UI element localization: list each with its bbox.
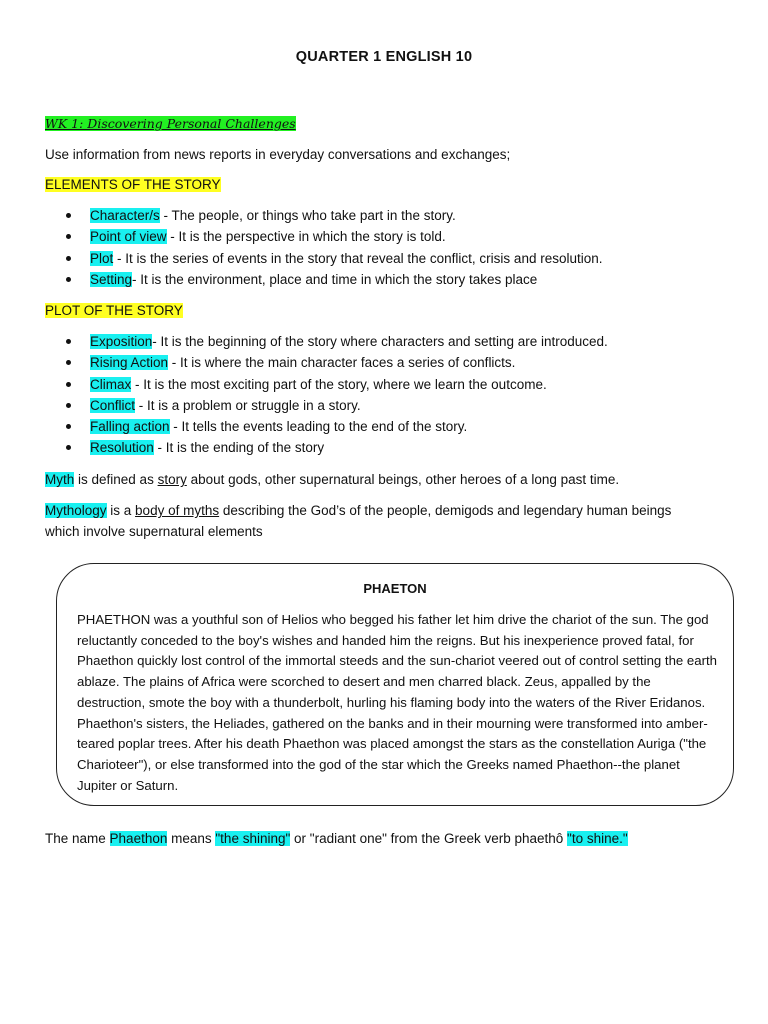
text: is defined as — [74, 472, 158, 487]
separator: - — [153, 440, 166, 456]
term: Climax — [90, 376, 132, 392]
definition: The people, or things who take part in the story. — [171, 208, 456, 223]
term: Exposition — [90, 334, 153, 349]
separator: - — [159, 208, 172, 223]
definition: It tells the events leading to the end of the story. — [181, 419, 468, 435]
list-item — [62, 227, 603, 248]
text: means — [167, 831, 216, 846]
separator: - — [169, 419, 182, 435]
term: Myth — [45, 472, 75, 487]
name-meaning — [45, 829, 628, 848]
definition: It is a problem or struggle in a story. — [147, 397, 361, 413]
definition: It is the most exciting part of the story, where we learn the outcome. — [143, 376, 547, 392]
week-heading — [45, 114, 296, 133]
separator: - — [166, 229, 179, 245]
list-item — [62, 396, 608, 417]
separator: - — [131, 376, 144, 392]
page-title: QUARTER 1 ENGLISH 10 — [295, 49, 473, 65]
text: describing the God’s of the people, demigods and legendary human beings — [219, 503, 672, 518]
week-heading-text: WK 1: Discovering Personal Challenges — [45, 116, 296, 131]
text: about gods, other supernatural beings, other heroes of a long past time. — [186, 472, 620, 487]
story-title: PHAETON — [363, 581, 427, 596]
separator: - — [168, 355, 181, 371]
list-item — [62, 270, 603, 291]
definition: It is the ending of the story — [165, 440, 325, 456]
quoted-term: "the shining" — [215, 831, 291, 846]
term: Character/s — [90, 208, 160, 223]
list-item — [62, 353, 608, 374]
underlined-text: body of myths — [135, 503, 220, 518]
term: Phaethon — [109, 831, 168, 846]
elements-heading-text: ELEMENTS OF THE STORY — [45, 177, 221, 192]
separator: - — [152, 334, 161, 349]
mythology-definition — [45, 501, 671, 520]
underlined-text: story — [157, 472, 187, 487]
definition: It is the beginning of the story where characters and setting are introduced. — [160, 334, 608, 349]
mythology-definition-cont: which involve supernatural elements — [45, 524, 263, 539]
myth-definition — [45, 470, 619, 489]
term: Plot — [90, 250, 114, 266]
list-item — [62, 249, 603, 270]
term: Point of view — [90, 229, 167, 245]
elements-heading — [45, 175, 221, 194]
list-item — [62, 417, 608, 438]
definition: It is the perspective in which the story is told. — [178, 229, 446, 245]
definition: It is where the main character faces a series of conflicts. — [180, 355, 516, 371]
definition: It is the environment, place and time in which the story takes place — [140, 271, 538, 287]
story-text: PHAETHON was a youthful son of Helios who begged his father let him drive the chariot of the sun. The god reluctantly conceded to the boy's wishes and handed him the reigns. But his inexperience proved fatal, for Phaethon quickly lost control of the immortal steeds and the sun-chariot veered out of control setting the earth ablaze. The plains of Africa were scorched to desert and men charred black. Zeus, appalled by the destruction, smote the boy with a thunderbolt, hurling his flaming body into the waters of the River Eridanos. Phaethon's sisters, the Heliades, gathered on the banks and in their mourning were transformed into amber-teared poplar trees. After his death Phaethon was placed amongst the stars as the constellation Auriga ("the Charioteer"), or else transformed into the god of the star which the Greeks named Phaethon--the planet Jupiter or Saturn. — [77, 612, 717, 793]
text: or "radiant one" from the Greek verb phaethô — [290, 831, 568, 846]
term: Falling action — [90, 419, 170, 435]
separator: - — [132, 271, 141, 287]
term: Conflict — [90, 397, 136, 413]
list-item — [62, 375, 608, 396]
separator: - — [113, 250, 126, 266]
text: is a — [106, 503, 136, 518]
text: The name — [45, 831, 110, 846]
term: Mythology — [45, 503, 107, 518]
term: Resolution — [90, 440, 154, 456]
separator: - — [135, 397, 148, 413]
plot-heading-text: PLOT OF THE STORY — [45, 303, 183, 318]
list-item — [62, 332, 608, 353]
list-item — [62, 438, 608, 459]
plot-list — [62, 332, 608, 460]
list-item — [62, 206, 603, 227]
definition: It is the series of events in the story that reveal the conflict, crisis and resolution. — [125, 250, 603, 266]
term: Rising Action — [90, 355, 169, 371]
quoted-term: "to shine." — [567, 831, 628, 846]
term: Setting — [90, 271, 133, 287]
elements-list — [62, 206, 603, 291]
intro-text: Use information from news reports in everyday conversations and exchanges; — [45, 147, 511, 162]
plot-heading — [45, 301, 183, 320]
